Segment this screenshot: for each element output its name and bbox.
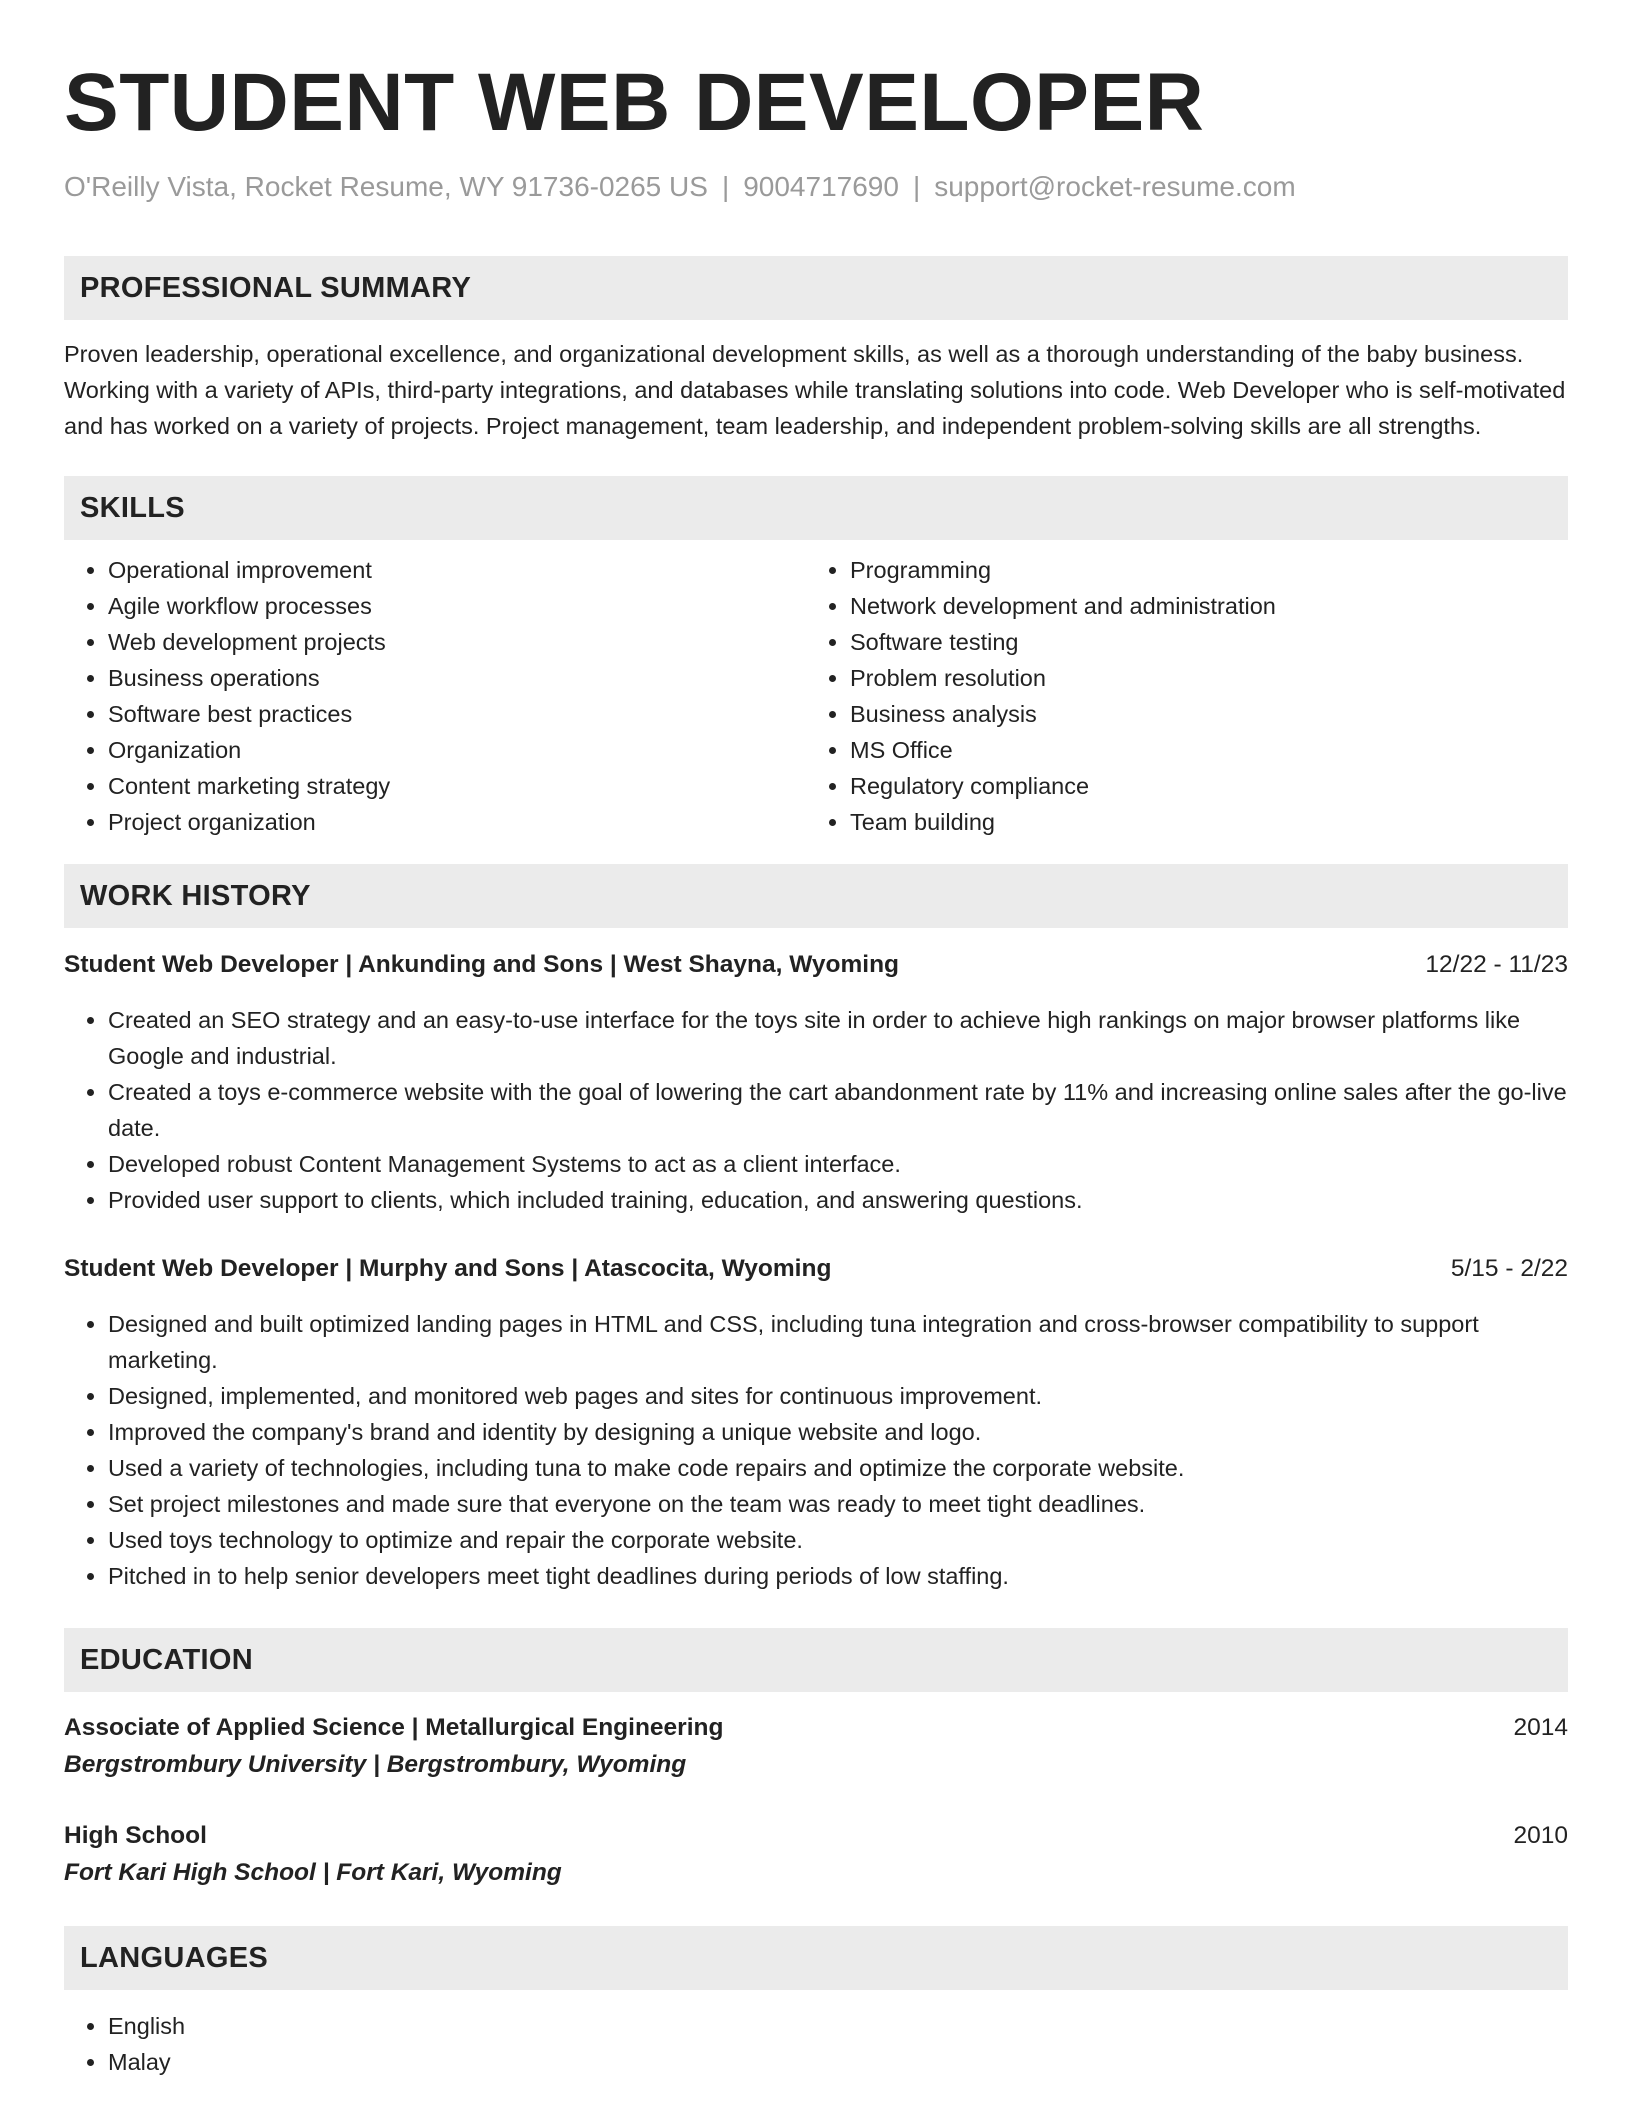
education-year: 2014	[1513, 1714, 1568, 1741]
education-entry	[64, 1818, 1568, 1892]
skill-item: • Web development projects	[108, 624, 806, 660]
job-header	[64, 948, 1568, 982]
skill-item: • Network development and administration	[850, 588, 1548, 624]
skill-item: • Business operations	[108, 660, 806, 696]
contact-line	[64, 170, 1568, 204]
summary-text: Proven leadership, operational excellence, and organizational development skills, as well as a thorough understanding of the baby business. Working with a variety of APIs, third-party integrations, and databases while translating solutions into code. Web Developer who is self-motivated and has worked on a variety of projects. Project management, team leadership, and independent problem-solving skills are all strengths.	[64, 341, 1566, 439]
languages-list	[64, 2008, 1568, 2080]
skill-item: • Operational improvement	[108, 552, 806, 588]
resume-page	[64, 0, 1568, 2080]
job-entry	[64, 948, 1568, 1218]
skill-item: • Software best practices	[108, 696, 806, 732]
summary-section-heading: PROFESSIONAL SUMMARY	[64, 256, 1568, 320]
skill-item: • Regulatory compliance	[850, 768, 1548, 804]
resume-name-heading: STUDENT WEB DEVELOPER	[64, 57, 1205, 148]
job-bullet-list	[64, 1002, 1568, 1218]
job-title: Student Web Developer | Ankunding and Sons | West Shayna, Wyoming	[64, 951, 900, 978]
skills-column-right	[806, 552, 1548, 840]
education-degree: High School	[64, 1822, 207, 1849]
contact-separator: |	[721, 171, 730, 202]
job-bullet: • Created an SEO strategy and an easy-to-use interface for the toys site in order to achieve high rankings on major browser platforms like Google and industrial.	[108, 1002, 1568, 1074]
education-header	[64, 1710, 1568, 1746]
job-title: Student Web Developer | Murphy and Sons | Atascocita, Wyoming	[64, 1255, 832, 1282]
skill-item: • Project organization	[108, 804, 806, 840]
contact-phone: 9004717690	[743, 171, 899, 202]
job-dates: 12/22 - 11/23	[1425, 951, 1568, 978]
contact-separator: |	[912, 171, 921, 202]
job-bullet: • Used a variety of technologies, including tuna to make code repairs and optimize the corporate website.	[108, 1450, 1568, 1486]
work-history-section-heading: WORK HISTORY	[64, 864, 1568, 928]
skill-item: • Agile workflow processes	[108, 588, 806, 624]
job-bullet-list	[64, 1306, 1568, 1594]
education-header	[64, 1818, 1568, 1854]
language-item: • English	[108, 2008, 1568, 2044]
education-school: Fort Kari High School | Fort Kari, Wyoming	[64, 1859, 562, 1886]
skill-item: • Problem resolution	[850, 660, 1548, 696]
skill-item: • Programming	[850, 552, 1548, 588]
job-bullet: • Pitched in to help senior developers meet tight deadlines during periods of low staffing.	[108, 1558, 1568, 1594]
skill-item: • Business analysis	[850, 696, 1548, 732]
job-header	[64, 1252, 1568, 1286]
job-bullet: • Developed robust Content Management Systems to act as a client interface.	[108, 1146, 1568, 1182]
skills-list	[64, 552, 1568, 840]
skill-item: • Team building	[850, 804, 1548, 840]
job-bullet: • Created a toys e-commerce website with the goal of lowering the cart abandonment rate by 11% and increasing online sales after the go-live date.	[108, 1074, 1568, 1146]
skill-item: • Content marketing strategy	[108, 768, 806, 804]
job-bullet: • Used toys technology to optimize and repair the corporate website.	[108, 1522, 1568, 1558]
skill-item: • Software testing	[850, 624, 1548, 660]
skill-item: • MS Office	[850, 732, 1548, 768]
education-section-heading: EDUCATION	[64, 1628, 1568, 1692]
contact-email: support@rocket-resume.com	[934, 171, 1296, 202]
job-bullet: • Designed and built optimized landing pages in HTML and CSS, including tuna integration and cross-browser compatibility to support marketing.	[108, 1306, 1568, 1378]
job-bullet: • Set project milestones and made sure that everyone on the team was ready to meet tight deadlines.	[108, 1486, 1568, 1522]
skills-section-heading: SKILLS	[64, 476, 1568, 540]
skill-item: • Organization	[108, 732, 806, 768]
job-entry	[64, 1252, 1568, 1594]
skills-column-left	[64, 552, 806, 840]
education-school: Bergstrombury University | Bergstrombury, Wyoming	[64, 1751, 687, 1778]
education-degree: Associate of Applied Science | Metallurgical Engineering	[64, 1714, 724, 1741]
job-bullet: • Designed, implemented, and monitored web pages and sites for continuous improvement.	[108, 1378, 1568, 1414]
languages-section-heading: LANGUAGES	[64, 1926, 1568, 1990]
contact-address: O'Reilly Vista, Rocket Resume, WY 91736-0265 US	[64, 171, 708, 202]
job-bullet: • Provided user support to clients, which included training, education, and answering questions.	[108, 1182, 1568, 1218]
education-entry	[64, 1710, 1568, 1784]
job-dates: 5/15 - 2/22	[1450, 1255, 1568, 1282]
job-bullet: • Improved the company's brand and identity by designing a unique website and logo.	[108, 1414, 1568, 1450]
language-item: • Malay	[108, 2044, 1568, 2080]
education-year: 2010	[1513, 1822, 1568, 1849]
